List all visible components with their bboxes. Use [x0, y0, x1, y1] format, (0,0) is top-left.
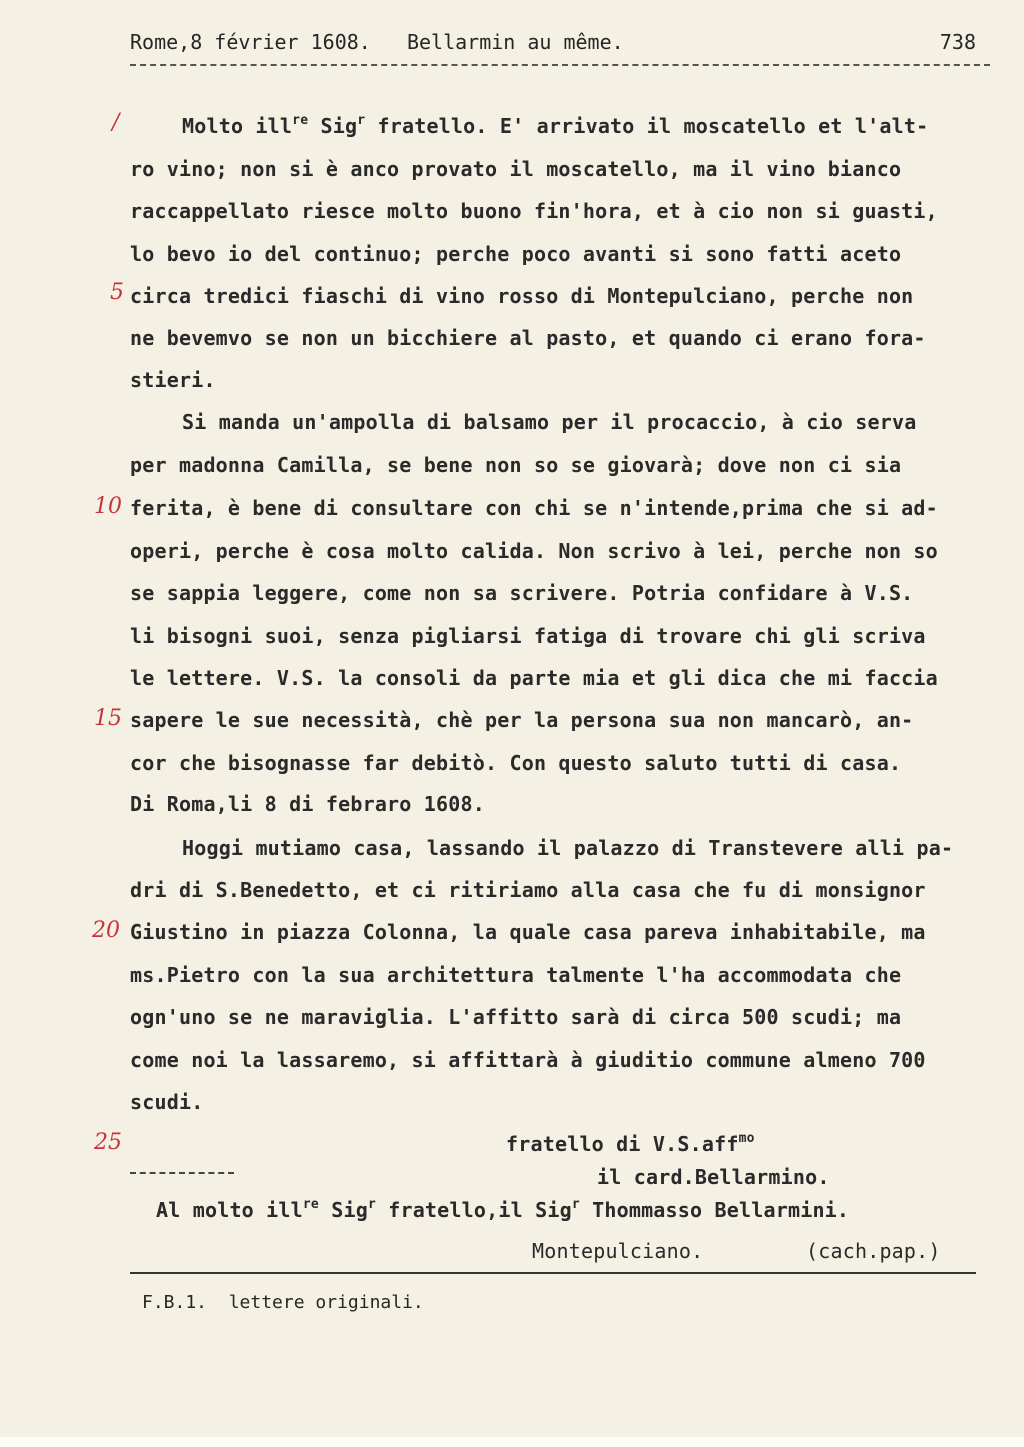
letter-line-15: sapere le sue necessità, chè per la persona sua non mancarò, an-: [130, 708, 914, 732]
letter-line-17: Di Roma,li 8 di febraro 1608.: [130, 792, 485, 816]
address-line: [156, 1196, 849, 1226]
address-name: Thommasso Bellarmini.: [579, 1198, 850, 1222]
address-prefix: Al molto ill: [156, 1198, 303, 1222]
header-title: Rome,8 février 1608. Bellarmin au même.: [130, 30, 624, 54]
superscript-r: r: [357, 113, 366, 128]
letter-line-4: lo bevo io del continuo; perche poco avanti si sono fatti aceto: [130, 242, 902, 266]
signature-dashed-rule: [130, 1172, 234, 1174]
signature-name: il card.Bellarmino.: [597, 1165, 830, 1189]
letter-line-21: ms.Pietro con la sua architettura talmente l'ha accommodata che: [130, 963, 902, 987]
letter-line-12: se sappia leggere, come non sa scrivere. Potria confidare à V.S.: [130, 581, 914, 605]
margin-mark-20: 20: [92, 918, 120, 943]
address-sup-re: re: [302, 1197, 319, 1212]
letter-line-3: raccappellato riesce molto buono fin'hora, et à cio non si guasti,: [130, 199, 938, 223]
closing-text: fratello di V.S.aff: [506, 1132, 739, 1156]
margin-mark-10: 10: [94, 494, 122, 519]
letter-line-18: Hoggi mutiamo casa, lassando il palazzo di Transtevere alli pa-: [182, 836, 954, 860]
signature-closing: [506, 1130, 755, 1160]
letter-line-14: le lettere. V.S. la consoli da parte mia et gli dica che mi faccia: [130, 666, 938, 690]
page-header: [130, 30, 976, 60]
letter-line-10: ferita, è bene di consultare con chi se n'intende,prima che si ad-: [130, 496, 938, 520]
letter-line-1: [182, 112, 928, 142]
salutation-start: Molto ill: [182, 114, 293, 138]
letter-line-20: Giustino in piazza Colonna, la quale casa pareva inhabitabile, ma: [130, 920, 926, 944]
letter-line-6: ne bevemvo se non un bicchiere al pasto, et quando ci erano fora-: [130, 326, 926, 350]
address-sup-r-2: r: [571, 1197, 580, 1212]
margin-mark-15: 15: [94, 706, 122, 731]
letter-line-19: dri di S.Benedetto, et ci ritiriamo alla casa che fu di monsignor: [130, 878, 926, 902]
margin-mark-25: 25: [94, 1130, 122, 1155]
letter-line-9: per madonna Camilla, se bene non so se giovarà; dove non ci sia: [130, 453, 902, 477]
salutation-end: fratello. E' arrivato il moscatello et l'alt-: [365, 114, 929, 138]
address-sup-r: r: [367, 1197, 376, 1212]
address-fratello: fratello,il Sig: [375, 1198, 572, 1222]
letter-line-8: Si manda un'ampolla di balsamo per il procaccio, à cio serva: [182, 410, 917, 434]
destination-place: Montepulciano.: [532, 1239, 704, 1263]
superscript-re: re: [292, 113, 309, 128]
letter-line-23: come noi la lassaremo, si affittarà à giuditio commune almeno 700: [130, 1048, 926, 1072]
salutation-sig: Sig: [308, 114, 358, 138]
page-number: 738: [939, 30, 976, 54]
header-dashed-rule: [130, 64, 990, 66]
letter-line-2: ro vino; non si è anco provato il moscatello, ma il vino bianco: [130, 157, 902, 181]
letter-line-16: cor che bisognasse far debitò. Con questo saluto tutti di casa.: [130, 751, 902, 775]
margin-mark-1: /: [112, 110, 120, 135]
letter-line-24: scudi.: [130, 1090, 204, 1114]
footnote-rule: [130, 1272, 976, 1274]
letter-line-11: operi, perche è cosa molto calida. Non scrivo à lei, perche non so: [130, 539, 938, 563]
superscript-mo: mo: [738, 1131, 755, 1146]
letter-line-22: ogn'uno se ne maraviglia. L'affitto sarà di circa 500 scudi; ma: [130, 1005, 902, 1029]
footnote: F.B.1. lettere originali.: [142, 1292, 424, 1313]
letter-line-5: circa tredici fiaschi di vino rosso di Montepulciano, perche non: [130, 284, 914, 308]
letter-line-7: stieri.: [130, 368, 216, 392]
letter-line-13: li bisogni suoi, senza pigliarsi fatiga di trovare chi gli scriva: [130, 624, 926, 648]
destination-note: (cach.pap.): [806, 1239, 941, 1263]
margin-mark-5: 5: [110, 280, 124, 305]
address-sig: Sig: [318, 1198, 368, 1222]
page-edge: [0, 1437, 1024, 1447]
